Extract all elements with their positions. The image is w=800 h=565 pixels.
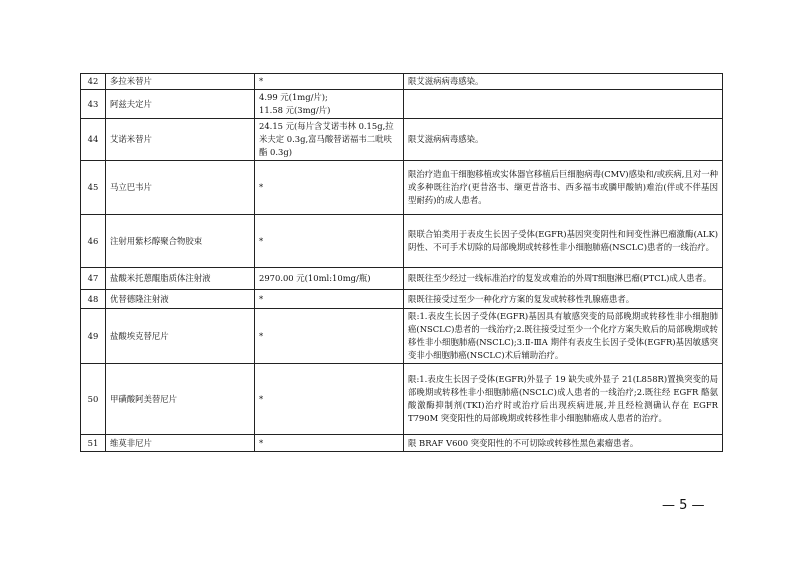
drug-table: [80, 73, 723, 452]
table-row: [81, 161, 723, 215]
table-row: [81, 435, 723, 452]
drug-restriction: 限:1.表皮生长因子受体(EGFR)基因具有敏感突变的局部晚期或转移性非小细胞肺癌(NSCLC)患者的一线治疗;2.既往接受过至少一个化疗方案失败后的局部晚期或转移性非小细胞肺癌(NSCLC);3.Ⅱ-ⅢA 期伴有表皮生长因子受体(EGFR)基因敏感突变非小细胞肺癌(NSCLC)术后辅助治疗。: [404, 309, 723, 364]
page-number: — 5 —: [662, 498, 705, 513]
drug-name: 马立巴韦片: [106, 161, 255, 215]
drug-restriction: [404, 90, 723, 119]
drug-name: 维莫非尼片: [106, 435, 255, 452]
table-row: [81, 90, 723, 119]
drug-restriction: 限艾滋病病毒感染。: [404, 74, 723, 90]
drug-name: 注射用紫杉醇聚合物胶束: [106, 215, 255, 268]
drug-price: 2970.00 元(10ml:10mg/瓶): [255, 268, 404, 290]
drug-price: *: [255, 309, 404, 364]
drug-restriction: 限 BRAF V600 突变阳性的不可切除或转移性黑色素瘤患者。: [404, 435, 723, 452]
drug-price: *: [255, 74, 404, 90]
table-row: [81, 309, 723, 364]
drug-price: *: [255, 435, 404, 452]
drug-restriction: 限既往至少经过一线标准治疗的复发或难治的外周T细胞淋巴瘤(PTCL)成人患者。: [404, 268, 723, 290]
row-number: 45: [81, 161, 106, 215]
table-row: [81, 364, 723, 435]
drug-restriction: 限既往接受过至少一种化疗方案的复发或转移性乳腺癌患者。: [404, 290, 723, 309]
drug-name: 优替德隆注射液: [106, 290, 255, 309]
row-number: 42: [81, 74, 106, 90]
drug-price: *: [255, 161, 404, 215]
drug-restriction: 限治疗造血干细胞移植或实体器官移植后巨细胞病毒(CMV)感染和/或疾病,且对一种或多种既往治疗(更昔洛韦、缬更昔洛韦、西多福韦或膦甲酸钠)难治(伴或不伴基因型耐药)的成人患者。: [404, 161, 723, 215]
table-row: [81, 290, 723, 309]
drug-name: 多拉米替片: [106, 74, 255, 90]
table-row: [81, 119, 723, 161]
table-row: [81, 268, 723, 290]
row-number: 46: [81, 215, 106, 268]
row-number: 49: [81, 309, 106, 364]
drug-price: 24.15 元(每片含艾诺韦林 0.15g,拉米夫定 0.3g,富马酸替诺福韦二吡呋酯 0.3g): [255, 119, 404, 161]
row-number: 50: [81, 364, 106, 435]
drug-price: *: [255, 364, 404, 435]
drug-restriction: 限联合铂类用于表皮生长因子受体(EGFR)基因突变阴性和间变性淋巴瘤激酶(ALK)阴性、不可手术切除的局部晚期或转移性非小细胞肺癌(NSCLC)患者的一线治疗。: [404, 215, 723, 268]
drug-name: 艾诺米替片: [106, 119, 255, 161]
drug-name: 盐酸埃克替尼片: [106, 309, 255, 364]
drug-table-body: [81, 74, 723, 452]
drug-price: 4.99 元(1mg/片); 11.58 元(3mg/片): [255, 90, 404, 119]
row-number: 51: [81, 435, 106, 452]
drug-name: 阿兹夫定片: [106, 90, 255, 119]
row-number: 44: [81, 119, 106, 161]
drug-restriction: 限艾滋病病毒感染。: [404, 119, 723, 161]
row-number: 48: [81, 290, 106, 309]
drug-restriction: 限:1.表皮生长因子受体(EGFR)外显子 19 缺失或外显子 21(L858R)置换突变的局部晚期或转移性非小细胞肺癌(NSCLC)成人患者的一线治疗;2.既往经 EGFR 酪氨酸激酶抑制剂(TKI)治疗时或治疗后出现疾病进展,并且经检测确认存在 EGFR T790M 突变阳性的局部晚期或转移性非小细胞肺癌成人患者的治疗。: [404, 364, 723, 435]
drug-price: *: [255, 215, 404, 268]
drug-name: 甲磺酸阿美替尼片: [106, 364, 255, 435]
table-row: [81, 74, 723, 90]
drug-price: *: [255, 290, 404, 309]
table-row: [81, 215, 723, 268]
row-number: 47: [81, 268, 106, 290]
drug-name: 盐酸米托蒽醌脂质体注射液: [106, 268, 255, 290]
row-number: 43: [81, 90, 106, 119]
